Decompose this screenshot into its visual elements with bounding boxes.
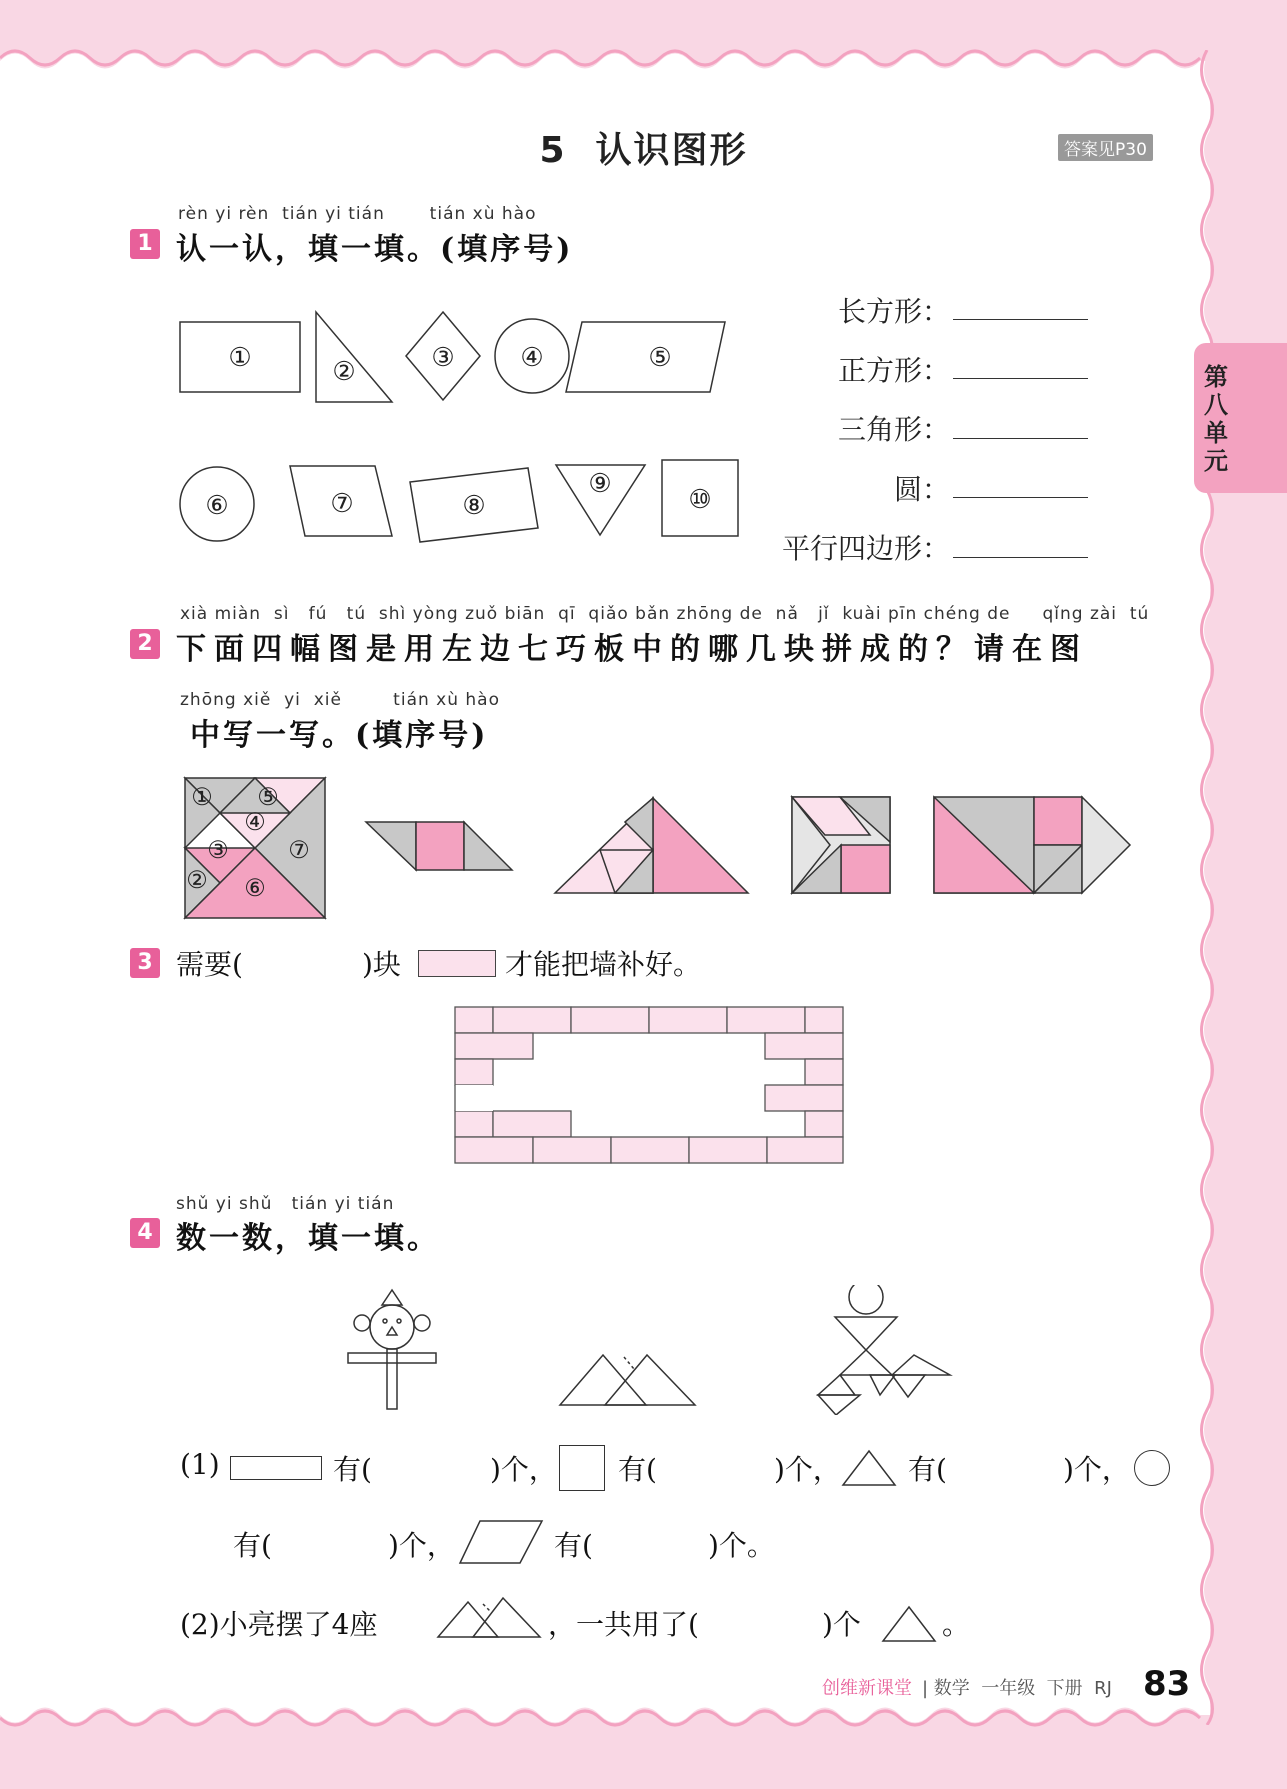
parallelogram-count-blank[interactable] [604, 1526, 708, 1560]
top-wave-border [0, 36, 1210, 76]
shape-label: ⑤ [648, 343, 672, 373]
unit-side-tab-label: 第八单元 [1204, 363, 1228, 475]
q4-you-label: 有( [333, 1453, 372, 1486]
tangram-label: ⑦ [288, 836, 310, 864]
q4-pinyin: shǔ yi shǔ tián yi tián [176, 1194, 395, 1214]
triangle-count-blank[interactable] [958, 1450, 1062, 1484]
rectangle-icon [230, 1456, 322, 1480]
parallelogram-icon [458, 1518, 544, 1566]
tangram-label: ⑥ [244, 874, 266, 902]
q4-part2-text-c: )个 [822, 1608, 861, 1641]
shape-label: ⑦ [330, 489, 354, 519]
q4-figures [340, 1285, 960, 1415]
q4-question-text: 数一数，填一填。 [176, 1221, 440, 1256]
triangle-icon [880, 1604, 938, 1644]
q4-part1-prefix: (1) [180, 1448, 220, 1481]
tangram-label: ② [186, 866, 208, 894]
q4-you-label: 有( [233, 1529, 272, 1562]
q4-ge-end-label: )个。 [708, 1529, 775, 1562]
q1-pinyin: rèn yi rèn tián yi tián tián xù hào [178, 204, 537, 224]
q3-answer-blank[interactable] [262, 945, 360, 979]
q4-part2-text-a: (2)小亮摆了4座 [180, 1608, 378, 1641]
q2-pinyin-line-2: zhōng xiě yi xiě tián xù hào [180, 690, 500, 710]
shape-label: ⑧ [462, 491, 486, 521]
q3-wall-figure [453, 1005, 848, 1167]
shape-5-parallelogram [566, 322, 725, 392]
q1-shapes-figure [170, 300, 750, 550]
shape-label: ④ [520, 343, 544, 373]
q3-text-need: 需要( [176, 948, 243, 981]
category-rectangle-label: 长方形： [837, 295, 950, 328]
tangram-label: ⑤ [257, 783, 279, 811]
q2-tangram-figure [180, 770, 1140, 920]
q4-ge-label: )个， [388, 1529, 455, 1562]
triangle-icon [840, 1448, 898, 1488]
footer-subject-info: | 数学 一年级 下册 RJ [922, 1678, 1112, 1699]
q4-number-badge: 4 [130, 1218, 160, 1248]
q4-ge-label: )个， [490, 1453, 557, 1486]
brick-icon [418, 950, 496, 977]
category-parallelogram-label: 平行四边形： [781, 532, 950, 565]
shape-label: ① [228, 343, 252, 373]
q4-ge-label: )个， [1063, 1453, 1130, 1486]
q4-you-label: 有( [618, 1453, 657, 1486]
category-square-answer-line[interactable] [953, 377, 1088, 379]
unit-side-tab [1194, 343, 1287, 493]
q1-question-text: 认一认，填一填。(填序号) [176, 232, 574, 267]
square-icon [559, 1445, 605, 1491]
category-circle-answer-line[interactable] [953, 496, 1088, 498]
answer-reference-badge: 答案见P30 [1058, 134, 1153, 161]
q4-part2-text-b: ，一共用了( [548, 1608, 699, 1641]
shape-label: ⑩ [688, 485, 712, 515]
q2-question-text-line-1: 下面四幅图是用左边七巧板中的哪几块拼成的？请在图 [176, 632, 1088, 667]
page-number: 83 [1143, 1664, 1191, 1704]
category-square-label: 正方形： [837, 354, 950, 387]
shape-label: ② [332, 357, 356, 387]
category-rectangle-answer-line[interactable] [953, 318, 1088, 320]
q2-number-badge: 2 [130, 629, 160, 659]
tangram-label: ① [191, 783, 213, 811]
tangram-label: ④ [244, 808, 266, 836]
bottom-wave-border [0, 1700, 1210, 1740]
page-title: 5 认识图形 [539, 130, 748, 171]
category-triangle-answer-line[interactable] [953, 437, 1088, 439]
circle-count-blank[interactable] [283, 1526, 387, 1560]
q2-pinyin-line-1: xià miàn sì fú tú shì yòng zuǒ biān qī qiǎo bǎn zhōng de nǎ jǐ kuài pīn chéng de qǐng zài tú [180, 604, 1150, 624]
shape-label: ⑨ [588, 469, 612, 499]
square-count-blank[interactable] [668, 1450, 774, 1484]
q4-you-label: 有( [554, 1529, 593, 1562]
q3-number-badge: 3 [130, 948, 160, 978]
shape-label: ③ [431, 343, 455, 373]
right-wave-border [1196, 50, 1226, 1725]
category-parallelogram-answer-line[interactable] [953, 556, 1088, 558]
tangram-label: ③ [207, 836, 229, 864]
q3-text-block: )块 [362, 948, 401, 981]
q3-text-fix-wall: 才能把墙补好。 [505, 948, 702, 981]
shape-label: ⑥ [205, 491, 229, 521]
footer-brand: 创维新课堂 [822, 1678, 912, 1699]
category-triangle-label: 三角形： [837, 413, 950, 446]
mountain-icon [435, 1590, 545, 1640]
q4-ge-label: )个， [774, 1453, 841, 1486]
total-triangle-count-blank[interactable] [716, 1605, 820, 1639]
category-circle-label: 圆： [893, 473, 950, 506]
q1-number-badge: 1 [130, 229, 160, 259]
q2-question-text-line-2: 中写一写。(填序号) [190, 718, 489, 753]
rectangle-count-blank[interactable] [382, 1450, 492, 1484]
q4-part2-text-d: 。 [942, 1608, 971, 1641]
q4-you-label: 有( [908, 1453, 947, 1486]
circle-icon [1134, 1450, 1170, 1486]
